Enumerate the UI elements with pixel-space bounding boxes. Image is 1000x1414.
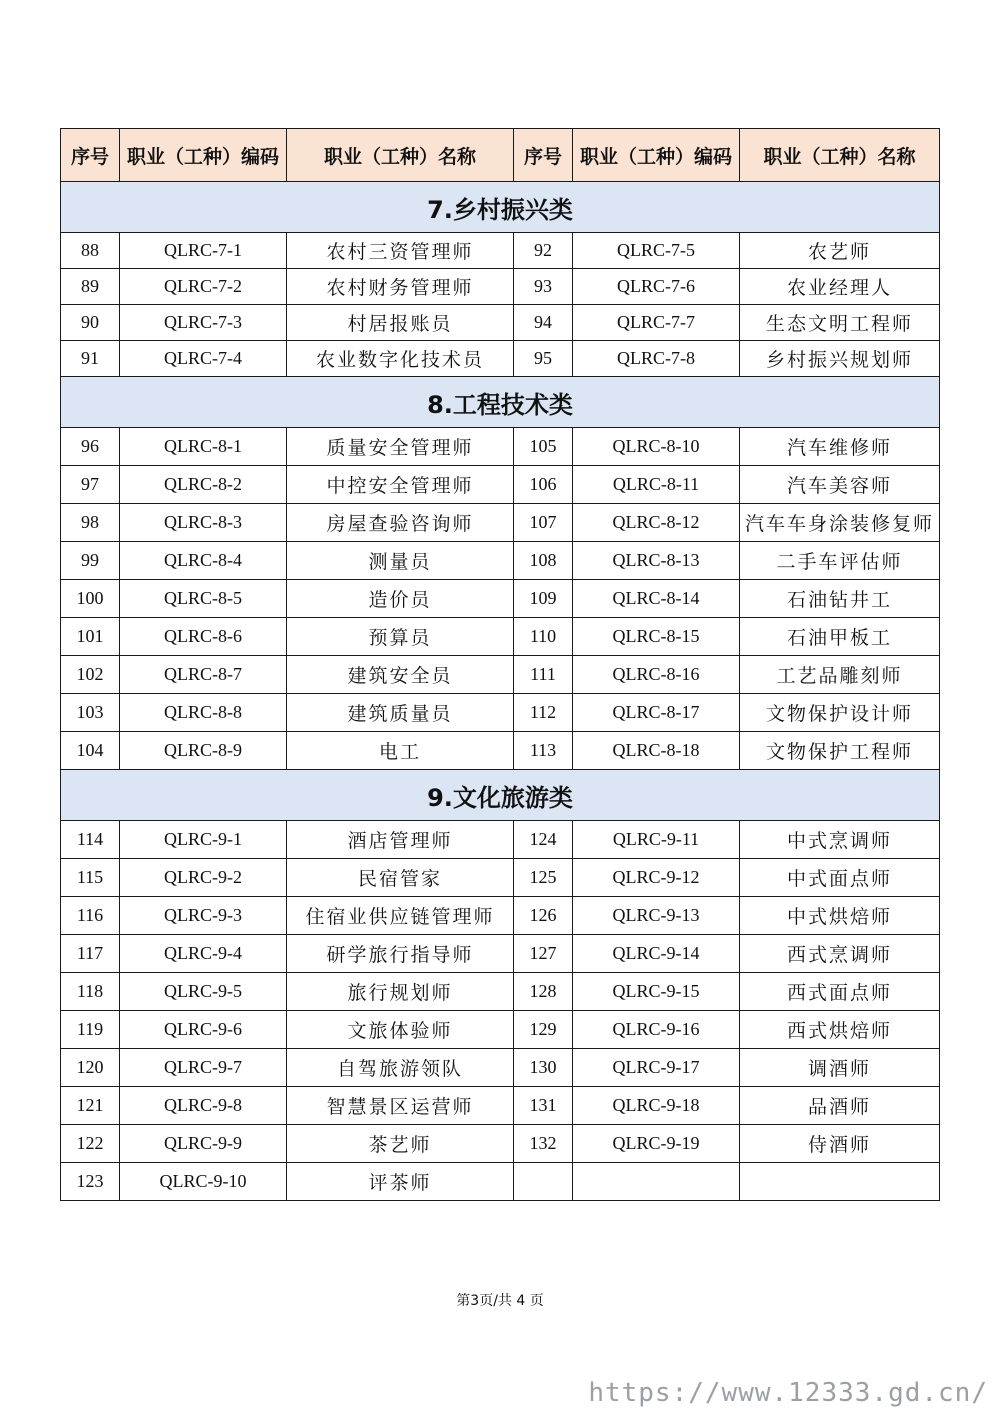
cell-name-right: 文物保护设计师: [740, 694, 940, 732]
cell-name-right: 调酒师: [740, 1049, 940, 1087]
cell-name-right: 西式烘焙师: [740, 1011, 940, 1049]
cell-seq-left: 121: [61, 1087, 120, 1125]
cell-name-left: 中控安全管理师: [287, 466, 514, 504]
cell-seq-left: 96: [61, 428, 120, 466]
cell-name-right: 生态文明工程师: [740, 305, 940, 341]
section-row: [61, 182, 940, 233]
cell-seq-left: 119: [61, 1011, 120, 1049]
section-title: 9.文化旅游类: [61, 770, 940, 821]
cell-name-right: 石油钻井工: [740, 580, 940, 618]
cell-name-left: 民宿管家: [287, 859, 514, 897]
cell-code-right: QLRC-9-16: [573, 1011, 740, 1049]
cell-seq-right: 110: [514, 618, 573, 656]
cell-name-left: 造价员: [287, 580, 514, 618]
table-row: [61, 233, 940, 269]
cell-code-right: QLRC-9-19: [573, 1125, 740, 1163]
header-name-left: 职业（工种）名称: [287, 129, 514, 182]
cell-name-right: 侍酒师: [740, 1125, 940, 1163]
cell-seq-right: 132: [514, 1125, 573, 1163]
cell-code-right: QLRC-9-17: [573, 1049, 740, 1087]
cell-seq-right: 128: [514, 973, 573, 1011]
cell-seq-right: 112: [514, 694, 573, 732]
cell-name-left: 农业数字化技术员: [287, 341, 514, 377]
cell-code-left: QLRC-8-8: [120, 694, 287, 732]
cell-code-right: QLRC-9-15: [573, 973, 740, 1011]
cell-name-right: 西式面点师: [740, 973, 940, 1011]
cell-seq-right: 94: [514, 305, 573, 341]
cell-seq-left: 117: [61, 935, 120, 973]
cell-seq-right: 113: [514, 732, 573, 770]
cell-name-right: 文物保护工程师: [740, 732, 940, 770]
cell-name-left: 建筑安全员: [287, 656, 514, 694]
cell-seq-left: 115: [61, 859, 120, 897]
cell-code-right: [573, 1163, 740, 1201]
cell-code-right: QLRC-8-15: [573, 618, 740, 656]
table-row: [61, 973, 940, 1011]
cell-code-right: QLRC-8-18: [573, 732, 740, 770]
cell-name-right: 中式烹调师: [740, 821, 940, 859]
cell-seq-left: 98: [61, 504, 120, 542]
cell-seq-right: 109: [514, 580, 573, 618]
table-row: [61, 504, 940, 542]
table-row: [61, 341, 940, 377]
table-row: [61, 1011, 940, 1049]
cell-name-left: 预算员: [287, 618, 514, 656]
cell-code-right: QLRC-8-16: [573, 656, 740, 694]
cell-code-left: QLRC-9-7: [120, 1049, 287, 1087]
cell-name-right: 西式烹调师: [740, 935, 940, 973]
cell-name-left: 旅行规划师: [287, 973, 514, 1011]
cell-seq-right: 131: [514, 1087, 573, 1125]
cell-name-right: 工艺品雕刻师: [740, 656, 940, 694]
cell-code-left: QLRC-8-6: [120, 618, 287, 656]
cell-name-right: 中式面点师: [740, 859, 940, 897]
cell-name-right: 乡村振兴规划师: [740, 341, 940, 377]
section-title: 7.乡村振兴类: [61, 182, 940, 233]
cell-seq-right: 111: [514, 656, 573, 694]
cell-seq-left: 116: [61, 897, 120, 935]
cell-code-left: QLRC-7-1: [120, 233, 287, 269]
table-row: [61, 269, 940, 305]
table-row: [61, 305, 940, 341]
cell-code-left: QLRC-8-7: [120, 656, 287, 694]
cell-seq-right: 126: [514, 897, 573, 935]
cell-name-left: 房屋查验咨询师: [287, 504, 514, 542]
cell-name-left: 建筑质量员: [287, 694, 514, 732]
table-row: [61, 935, 940, 973]
cell-code-left: QLRC-8-4: [120, 542, 287, 580]
table-row: [61, 466, 940, 504]
header-code-left: 职业（工种）编码: [120, 129, 287, 182]
cell-code-right: QLRC-8-13: [573, 542, 740, 580]
cell-seq-right: 127: [514, 935, 573, 973]
cell-code-left: QLRC-7-4: [120, 341, 287, 377]
cell-seq-left: 99: [61, 542, 120, 580]
cell-name-left: 智慧景区运营师: [287, 1087, 514, 1125]
cell-code-right: QLRC-8-17: [573, 694, 740, 732]
table-row: [61, 1087, 940, 1125]
cell-code-left: QLRC-8-5: [120, 580, 287, 618]
cell-code-left: QLRC-8-9: [120, 732, 287, 770]
cell-seq-left: 91: [61, 341, 120, 377]
cell-seq-right: 129: [514, 1011, 573, 1049]
cell-code-left: QLRC-9-9: [120, 1125, 287, 1163]
cell-name-left: 村居报账员: [287, 305, 514, 341]
table-row: [61, 656, 940, 694]
cell-name-right: 汽车美容师: [740, 466, 940, 504]
cell-code-left: QLRC-9-1: [120, 821, 287, 859]
page-footer: 第3页/共 4 页: [456, 1293, 544, 1309]
cell-code-right: QLRC-8-14: [573, 580, 740, 618]
cell-seq-right: 95: [514, 341, 573, 377]
cell-name-right: 汽车维修师: [740, 428, 940, 466]
section-row: [61, 770, 940, 821]
cell-name-left: 住宿业供应链管理师: [287, 897, 514, 935]
cell-code-right: QLRC-7-7: [573, 305, 740, 341]
cell-code-right: QLRC-9-18: [573, 1087, 740, 1125]
cell-seq-left: 97: [61, 466, 120, 504]
cell-code-left: QLRC-9-4: [120, 935, 287, 973]
cell-name-left: 质量安全管理师: [287, 428, 514, 466]
cell-code-right: QLRC-7-5: [573, 233, 740, 269]
cell-name-left: 自驾旅游领队: [287, 1049, 514, 1087]
cell-seq-right: 130: [514, 1049, 573, 1087]
cell-seq-left: 120: [61, 1049, 120, 1087]
cell-seq-left: 88: [61, 233, 120, 269]
cell-seq-right: 93: [514, 269, 573, 305]
cell-code-left: QLRC-8-2: [120, 466, 287, 504]
cell-name-left: 电工: [287, 732, 514, 770]
cell-code-right: QLRC-8-10: [573, 428, 740, 466]
cell-code-left: QLRC-9-10: [120, 1163, 287, 1201]
cell-code-left: QLRC-7-3: [120, 305, 287, 341]
table-row: [61, 694, 940, 732]
cell-seq-right: 92: [514, 233, 573, 269]
cell-name-left: 测量员: [287, 542, 514, 580]
table-row: [61, 859, 940, 897]
cell-seq-right: 106: [514, 466, 573, 504]
section-row: [61, 377, 940, 428]
table-row: [61, 1125, 940, 1163]
cell-seq-left: 122: [61, 1125, 120, 1163]
watermark-url: https://www.12333.gd.cn/: [588, 1378, 988, 1408]
cell-code-left: QLRC-9-2: [120, 859, 287, 897]
cell-name-right: [740, 1163, 940, 1201]
cell-code-left: QLRC-7-2: [120, 269, 287, 305]
cell-seq-left: 90: [61, 305, 120, 341]
section-title: 8.工程技术类: [61, 377, 940, 428]
cell-name-left: 文旅体验师: [287, 1011, 514, 1049]
header-seq-left: 序号: [61, 129, 120, 182]
cell-code-left: QLRC-9-6: [120, 1011, 287, 1049]
cell-name-left: 茶艺师: [287, 1125, 514, 1163]
cell-seq-left: 123: [61, 1163, 120, 1201]
cell-name-right: 农艺师: [740, 233, 940, 269]
cell-name-left: 酒店管理师: [287, 821, 514, 859]
cell-seq-left: 100: [61, 580, 120, 618]
table-row: [61, 897, 940, 935]
cell-name-left: 研学旅行指导师: [287, 935, 514, 973]
cell-seq-right: [514, 1163, 573, 1201]
header-name-right: 职业（工种）名称: [740, 129, 940, 182]
cell-seq-right: 125: [514, 859, 573, 897]
table-row: [61, 732, 940, 770]
table-row: [61, 1163, 940, 1201]
cell-seq-left: 102: [61, 656, 120, 694]
cell-code-right: QLRC-9-11: [573, 821, 740, 859]
table-row: [61, 428, 940, 466]
cell-code-right: QLRC-8-11: [573, 466, 740, 504]
cell-code-left: QLRC-8-3: [120, 504, 287, 542]
cell-name-right: 农业经理人: [740, 269, 940, 305]
cell-code-left: QLRC-9-3: [120, 897, 287, 935]
occupation-table: [60, 128, 940, 1201]
cell-code-right: QLRC-8-12: [573, 504, 740, 542]
table-row: [61, 618, 940, 656]
table-row: [61, 542, 940, 580]
cell-seq-right: 108: [514, 542, 573, 580]
table-row: [61, 1049, 940, 1087]
cell-name-right: 汽车车身涂装修复师: [740, 504, 940, 542]
cell-name-right: 二手车评估师: [740, 542, 940, 580]
header-code-right: 职业（工种）编码: [573, 129, 740, 182]
cell-code-left: QLRC-9-8: [120, 1087, 287, 1125]
cell-seq-left: 114: [61, 821, 120, 859]
cell-name-left: 农村三资管理师: [287, 233, 514, 269]
cell-name-right: 品酒师: [740, 1087, 940, 1125]
table-row: [61, 821, 940, 859]
cell-name-right: 石油甲板工: [740, 618, 940, 656]
cell-seq-left: 104: [61, 732, 120, 770]
cell-seq-left: 101: [61, 618, 120, 656]
cell-seq-left: 103: [61, 694, 120, 732]
cell-name-left: 农村财务管理师: [287, 269, 514, 305]
cell-name-right: 中式烘焙师: [740, 897, 940, 935]
cell-seq-right: 124: [514, 821, 573, 859]
header-seq-right: 序号: [514, 129, 573, 182]
table-header-row: [61, 129, 940, 182]
cell-seq-right: 107: [514, 504, 573, 542]
cell-code-left: QLRC-8-1: [120, 428, 287, 466]
cell-code-right: QLRC-9-13: [573, 897, 740, 935]
cell-name-left: 评茶师: [287, 1163, 514, 1201]
cell-code-right: QLRC-9-12: [573, 859, 740, 897]
cell-seq-left: 118: [61, 973, 120, 1011]
cell-seq-right: 105: [514, 428, 573, 466]
table-body: [61, 182, 940, 1201]
table-row: [61, 580, 940, 618]
cell-code-right: QLRC-7-6: [573, 269, 740, 305]
cell-code-right: QLRC-9-14: [573, 935, 740, 973]
cell-code-right: QLRC-7-8: [573, 341, 740, 377]
cell-code-left: QLRC-9-5: [120, 973, 287, 1011]
cell-seq-left: 89: [61, 269, 120, 305]
